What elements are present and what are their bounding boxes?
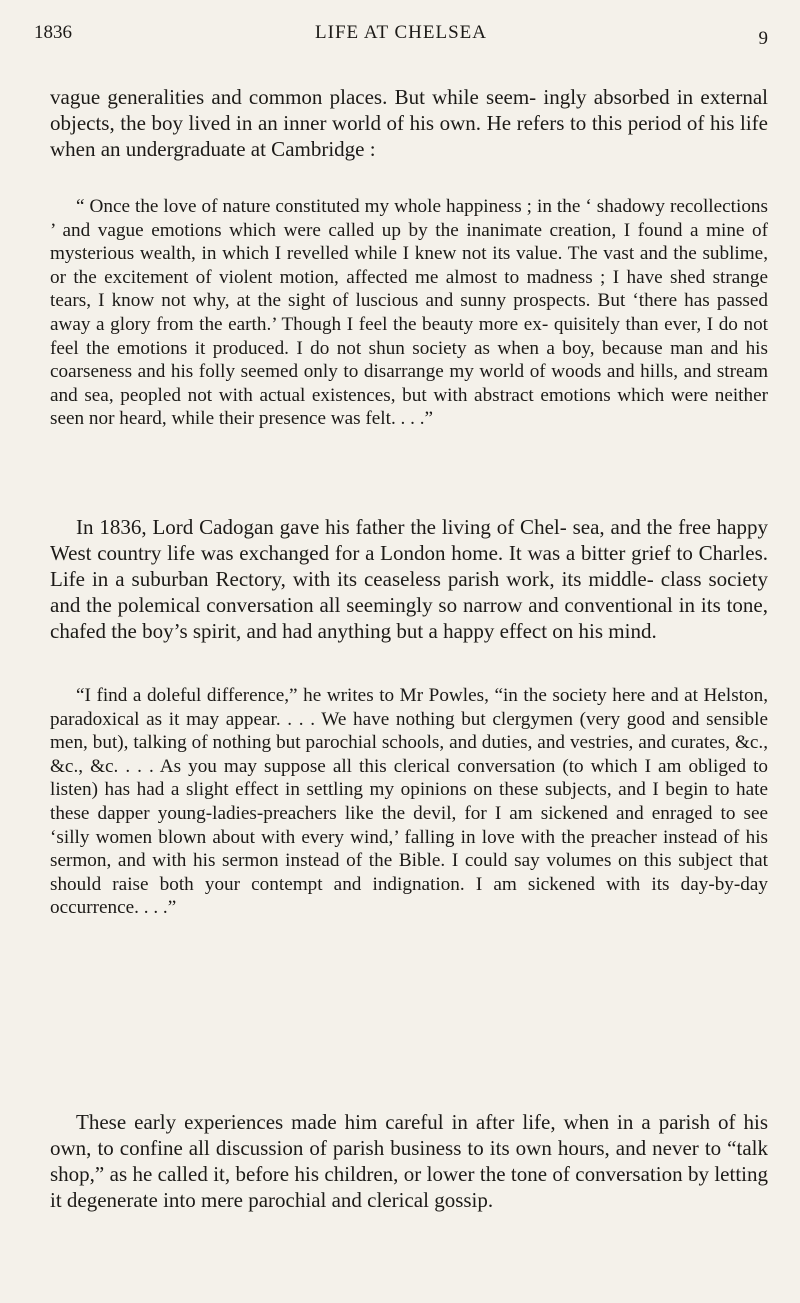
closing-paragraph-block <box>50 1109 768 1213</box>
page-number: 9 <box>758 28 768 49</box>
chelsea-paragraph: In 1836, Lord Cadogan gave his father the living of Chel- sea, and the free happy West country life was exchanged for a London home. It was a bitter grief to Charles. Life in a suburban Rectory, with its ceaseless parish work, its middle- class society and the polemical conversation all seemingly so narrow and conventional in its tone, chafed the boy’s spirit, and had anything but a happy effect on his mind. <box>50 515 768 643</box>
quote-block-1 <box>50 195 768 431</box>
intro-paragraph-block <box>50 84 768 162</box>
closing-paragraph: These early experiences made him careful in after life, when in a parish of his own, to confine all discussion of parish business to its own hours, and never to “talk shop,” as he called it, before his children, or lower the tone of conversation by letting it degenerate into mere parochial and clerical gossip. <box>50 1110 768 1212</box>
quote-block-2 <box>50 684 768 920</box>
running-title: LIFE AT CHELSEA <box>315 22 487 43</box>
intro-paragraph: vague generalities and common places. But while seem- ingly absorbed in external objects, the boy lived in an inner world of his own. He refers to this period of his life when an undergraduate at Cambridge : <box>50 85 768 161</box>
running-header <box>34 22 768 52</box>
quote-paragraph-2: “I find a doleful difference,” he writes to Mr Powles, “in the society here and at Helston, paradoxical as it may appear. . . . We have nothing but clergymen (very good and sensible men, but), talking of nothing but parochial schools, and duties, and vestries, and curates, &c., &c., &c. . . . As you may suppose all this clerical conversation (to which I am obliged to listen) has had a slight effect in settling my opinions on these subjects, and I begin to hate these dapper young-ladies-preachers like the devil, for I am sickened and enraged to see ‘silly women blown about with every wind,’ falling in love with the preacher instead of his sermon, and with his sermon instead of the Bible. I could say volumes on this subject that should raise both your contempt and indignation. I am sickened with its day-by-day occurrence. . . .” <box>50 685 768 919</box>
quote-paragraph-1: “ Once the love of nature constituted my whole happiness ; in the ‘ shadowy recollections ’ and vague emotions which were called up by the inanimate creation, I found a mine of mysterious wealth, in which I revelled while I knew not its value. The vast and the sublime, or the excitement of violent motion, affected me almost to madness ; I have shed strange tears, I know not why, at the sight of luscious and sunny prospects. But ‘there has passed away a glory from the earth.’ Though I feel the beauty more ex- quisitely than ever, I do not feel the emotions it produced. I do not shun society as when a boy, because man and his coarseness and his folly seemed only to disarrange my world of woods and hills, and stream and sea, peopled not with actual existences, but with abstract emotions which were neither seen nor heard, while their presence was felt. . . .” <box>50 196 768 430</box>
header-year: 1836 <box>34 22 72 43</box>
chelsea-paragraph-block <box>50 514 768 644</box>
